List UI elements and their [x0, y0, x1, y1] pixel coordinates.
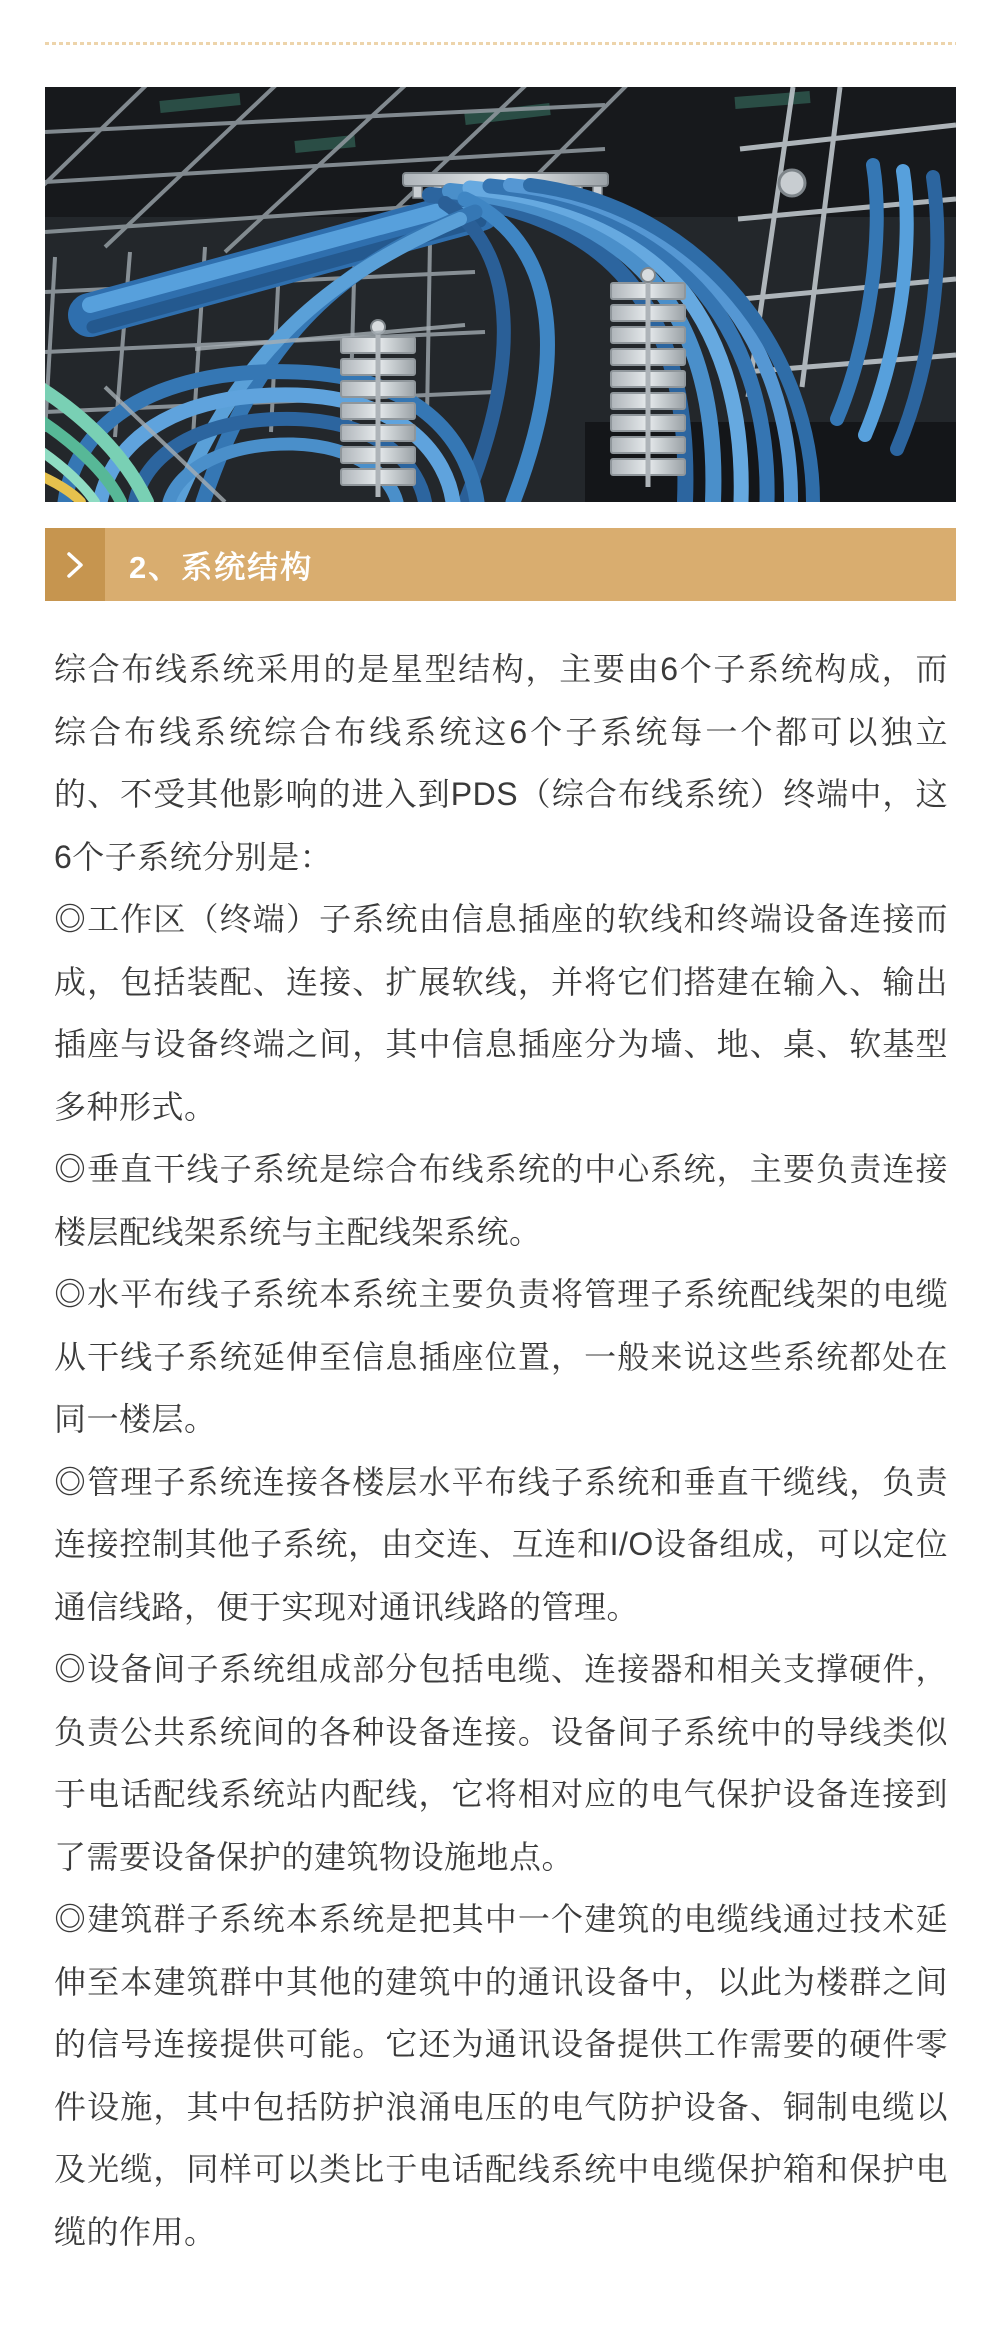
section-title: 2、系统结构 — [129, 550, 314, 585]
paragraph: ◎建筑群子系统本系统是把其中一个建筑的电缆线通过技术延伸至本建筑群中其他的建筑中的通讯设备中，以此为楼群之间的信号连接提供可能。它还为通讯设备提供工作需要的硬件零件设施，其中包括防护浪涌电压的电气防护设备、铜制电缆以及光缆，同样可以类比于电话配线系统中电缆保护箱和保护电缆的作用。 — [54, 1901, 948, 2250]
hero-image — [45, 87, 956, 502]
paragraph: ◎工作区（终端）子系统由信息插座的软线和终端设备连接而成，包括装配、连接、扩展软线，并将它们搭建在输入、输出插座与设备终端之间，其中信息插座分为墙、地、桌、软基型多种形式。 — [54, 901, 948, 1125]
paragraph: ◎设备间子系统组成部分包括电缆、连接器和相关支撑硬件，负责公共系统间的各种设备连接。设备间子系统中的导线类似于电话配线系统站内配线，它将相对应的电气保护设备连接到了需要设备保护的建筑物设施地点。 — [54, 1651, 948, 1875]
paragraph: ◎垂直干线子系统是综合布线系统的中心系统，主要负责连接楼层配线架系统与主配线架系统。 — [54, 1151, 948, 1250]
paragraph: ◎管理子系统连接各楼层水平布线子系统和垂直干缆线，负责连接控制其他子系统，由交连、互连和I/O设备组成，可以定位通信线路，便于实现对通讯线路的管理。 — [54, 1463, 948, 1625]
chevron-right-icon — [65, 551, 85, 579]
blue-cables-photo — [45, 87, 956, 502]
section-header — [45, 528, 956, 601]
article-body — [45, 638, 956, 2263]
paragraph: 综合布线系统采用的是星型结构，主要由6个子系统构成，而综合布线系统综合布线系统这6个子系统每一个都可以独立的、不受其他影响的进入到PDS（综合布线系统）终端中，这6个子系统分别是： — [54, 651, 948, 875]
dashed-divider — [45, 42, 956, 45]
paragraph: ◎水平布线子系统本系统主要负责将管理子系统配线架的电缆从干线子系统延伸至信息插座位置，一般来说这些系统都处在同一楼层。 — [54, 1276, 948, 1437]
chevron-marker — [45, 528, 105, 601]
page-container — [45, 42, 956, 2263]
